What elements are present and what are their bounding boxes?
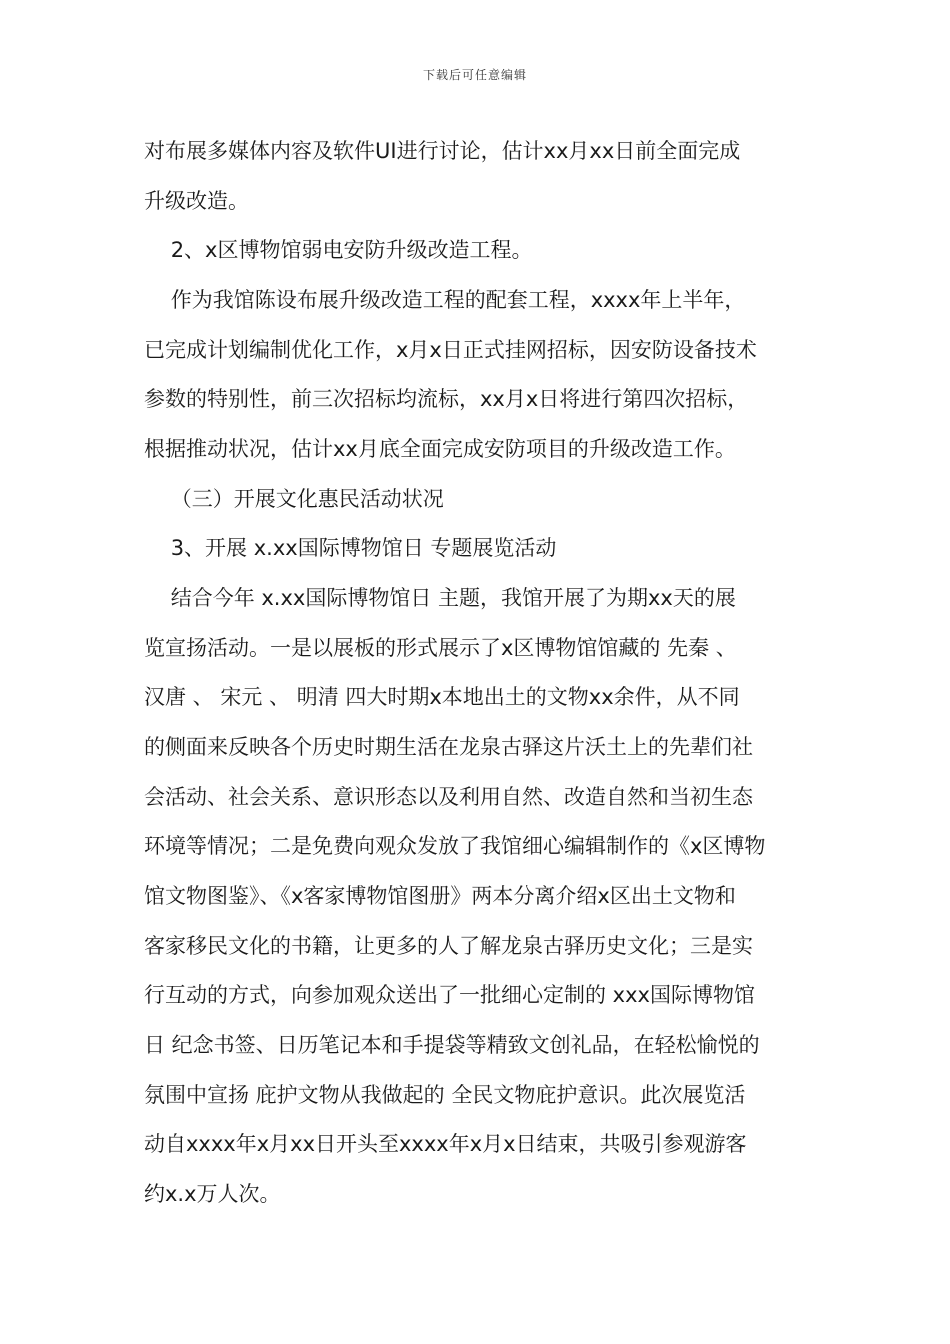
text-line: 览宣扬活动。一是以展板的形式展示了x区博物馆馆藏的 先秦 、 [144,636,737,660]
text-line: 对布展多媒体内容及软件UI进行讨论，估计xx月xx日前全面完成 [144,139,741,163]
text-line: 环境等情况；二是免费向观众发放了我馆细心编辑制作的《x区博物 [144,834,766,858]
text-line: 根据推动状况，估计xx月底全面完成安防项目的升级改造工作。 [144,437,736,461]
text-line: 升级改造。 [144,189,249,213]
text-line: 3、开展 x.xx国际博物馆日 专题展览活动 [144,536,557,560]
text-line: 的侧面来反映各个历史时期生活在龙泉古驿这片沃土上的先辈们社 [144,735,753,759]
text-line: 会活动、社会关系、意识形态以及利用自然、改造自然和当初生态 [144,785,753,809]
text-line: 客家移民文化的书籍，让更多的人了解龙泉古驿历史文化；三是实 [144,934,753,958]
text-line: 2、x区博物馆弱电安防升级改造工程。 [144,238,533,262]
text-line: 汉唐 、 宋元 、 明清 四大时期x本地出土的文物xx余件，从不同 [144,685,740,709]
text-line: 氛围中宣扬 庇护文物从我做起的 全民文物庇护意识。此次展览活 [144,1083,746,1107]
text-line: 结合今年 x.xx国际博物馆日 主题，我馆开展了为期xx天的展 [144,586,736,610]
text-line: 馆文物图鉴》、《x客家博物馆图册》两本分离介绍x区出土文物和 [144,884,736,908]
text-line: 已完成计划编制优化工作，x月x日正式挂网招标，因安防设备技术 [144,338,757,362]
text-line: 约x.x万人次。 [144,1182,281,1206]
text-line: （三）开展文化惠民活动状况 [144,487,444,511]
text-line: 作为我馆陈设布展升级改造工程的配套工程，xxxx年上半年， [144,288,746,312]
page-header: 下载后可任意编辑 [422,68,527,82]
text-line: 日 纪念书签、日历笔记本和手提袋等精致文创礼品，在轻松愉悦的 [144,1033,760,1057]
text-line: 行互动的方式，向参加观众送出了一批细心定制的 xxx国际博物馆 [144,983,755,1007]
text-line: 动自xxxx年x月xx日开头至xxxx年x月x日结束，共吸引参观游客 [144,1132,747,1156]
text-line: 参数的特别性，前三次招标均流标，xx月x日将进行第四次招标， [144,387,749,411]
